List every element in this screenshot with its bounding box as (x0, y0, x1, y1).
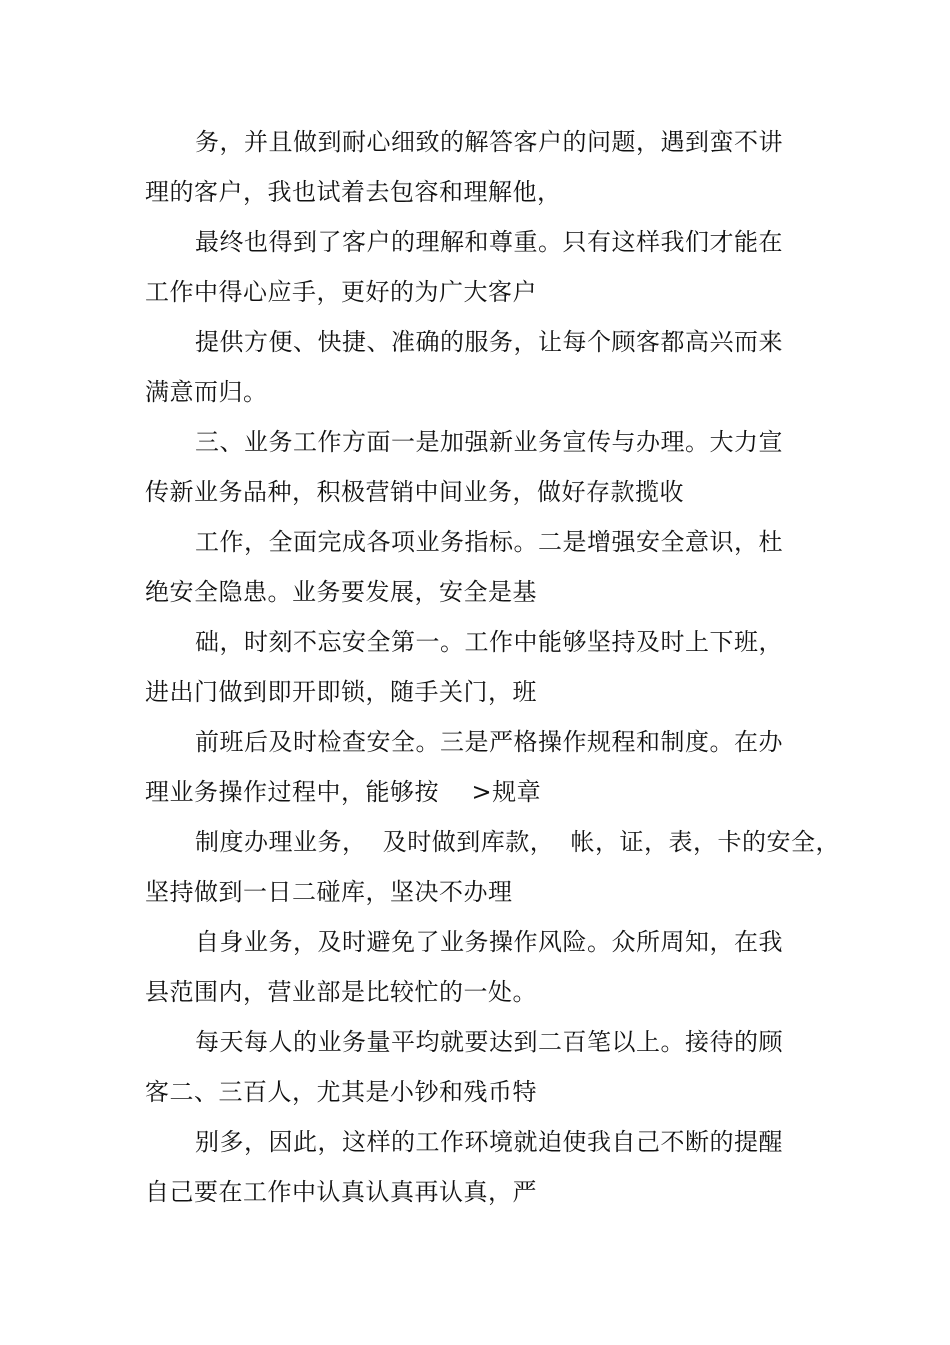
text-line: 满意而归。 (145, 378, 268, 406)
text-line: 前班后及时检查安全。三是严格操作规程和制度。在办 (195, 728, 783, 756)
text-line: 工作，全面完成各项业务指标。二是增强安全意识，杜 (195, 528, 783, 556)
text-line: 传新业务品种，积极营销中间业务，做好存款揽收 (145, 478, 684, 506)
text-line: 制度办理业务， 及时做到库款， 帐，证，表，卡的安全， (195, 828, 841, 856)
text-line: 坚持做到一日二碰库，坚决不办理 (145, 878, 513, 906)
text-line: 自己要在工作中认真认真再认真，严 (145, 1178, 537, 1206)
text-line: 三、业务工作方面一是加强新业务宣传与办理。大力宣 (195, 428, 783, 456)
text-line: 每天每人的业务量平均就要达到二百笔以上。接待的顾 (195, 1028, 783, 1056)
text-line: 别多，因此，这样的工作环境就迫使我自己不断的提醒 (195, 1128, 783, 1156)
text-line: 自身业务，及时避免了业务操作风险。众所周知，在我 (195, 928, 783, 956)
text-line: 务，并且做到耐心细致的解答客户的问题，遇到蛮不讲 (195, 128, 783, 156)
text-line: 客二、三百人，尤其是小钞和残币特 (145, 1078, 537, 1106)
text-line: 绝安全隐患。业务要发展，安全是基 (145, 578, 537, 606)
text-line: 提供方便、快捷、准确的服务，让每个顾客都高兴而来 (195, 328, 783, 356)
text-line: 县范围内，营业部是比较忙的一处。 (145, 978, 537, 1006)
text-line: 进出门做到即开即锁，随手关门，班 (145, 678, 537, 706)
text-line: 础，时刻不忘安全第一。工作中能够坚持及时上下班， (195, 628, 783, 656)
text-line: 工作中得心应手，更好的为广大客户 (145, 278, 537, 306)
text-line: 理业务操作过程中，能够按 >规章 (145, 778, 542, 806)
text-line: 最终也得到了客户的理解和尊重。只有这样我们才能在 (195, 228, 783, 256)
text-line: 理的客户，我也试着去包容和理解他， (145, 178, 562, 206)
